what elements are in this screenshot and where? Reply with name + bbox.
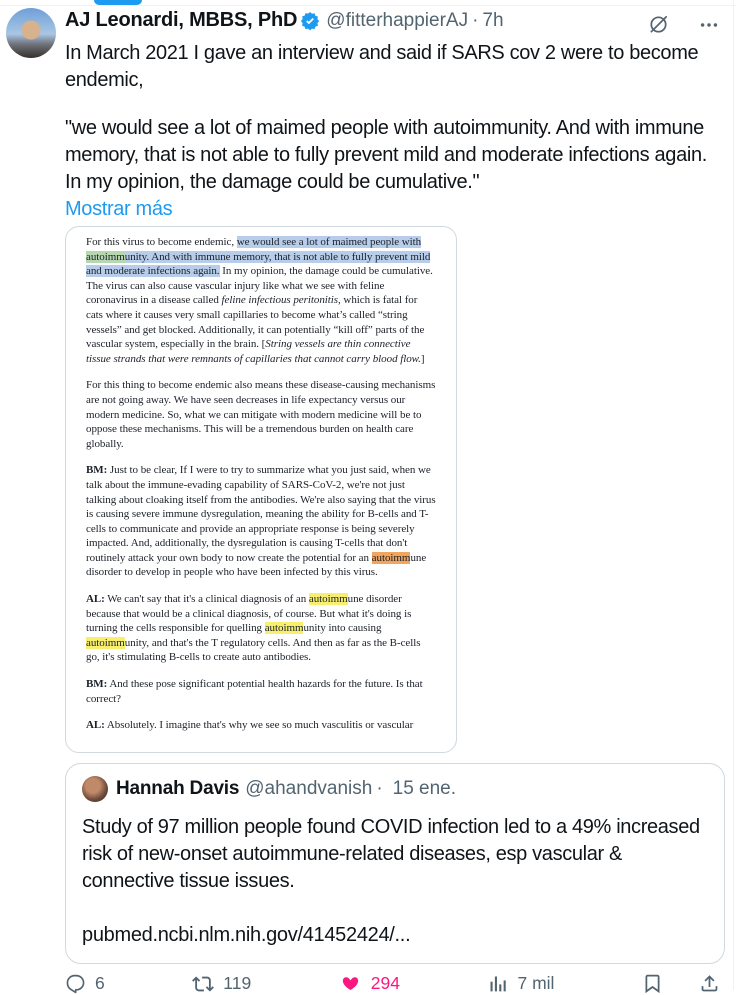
- quoted-tweet-link[interactable]: pubmed.ncbi.nlm.nih.gov/41452424/...: [82, 924, 411, 946]
- tweet-paragraph: "we would see a lot of maimed people with autoimmunity. And with immune memory, that is not able to fully prevent mild and moderate infections again. In my opinion, the damage could be cumulative.": [65, 117, 707, 193]
- quoted-tweet-header: [82, 776, 708, 802]
- like-count: 294: [370, 973, 400, 993]
- share-icon: [699, 973, 720, 994]
- transcript-run: Absolutely. I imagine that's why we see so much vasculitis or vascular: [104, 719, 414, 732]
- reply-button[interactable]: [65, 973, 105, 994]
- transcript-run: une disorder because that would be a clinical diagnosis, of course. But what it's doing is turning the cells responsible for quelling: [86, 593, 412, 635]
- transcript-run: Just to be clear, If I were to try to summarize what you just said, when we talk about the immune-evading capability of SARS-CoV-2, we're not just talking about cloaking itself from the antibodies. We're also saying that the virus is causing severe immune dysregulation, meaning the ability for B-cells and T-cells to communicate and provide an appropriate response is being severely impacted. And, additionally, the dysregulation is causing T-cells that don't routinely attack your own body to now create the potential for an: [86, 464, 436, 564]
- views-icon: [487, 973, 508, 994]
- share-button[interactable]: [699, 973, 720, 994]
- transcript-run: unity, and that's the T regulatory cells. And then as far as the B-cells go, it's stimulating B-cells to create auto antibodies.: [86, 636, 421, 664]
- tweet-timestamp: 7h: [482, 9, 504, 31]
- transcript-run: For this thing to become endemic also means these disease-causing mechanisms are not going away. We have seen decreases in life expectancy versus our modern medicine. So, what we can mitigate with modern medicine will be to oppose these mechanisms. This will be a tremendous burden on health care globally.: [86, 379, 436, 450]
- transcript-run: AL:: [86, 719, 105, 732]
- author-handle[interactable]: @fitterhappierAJ: [326, 9, 469, 31]
- bookmark-button[interactable]: [642, 973, 663, 994]
- transcript-run: autoimm: [86, 250, 125, 263]
- tweet-content-column: [65, 40, 720, 995]
- transcript-run: autoimm: [86, 636, 125, 649]
- tweet-action-bar: [65, 972, 720, 995]
- quoted-header-separator: ·: [376, 778, 383, 799]
- reply-icon: [65, 973, 86, 994]
- quoted-author-name[interactable]: Hannah Davis: [116, 778, 240, 799]
- action-end-group: [642, 973, 720, 994]
- transcript-run: autoimm: [371, 551, 411, 564]
- quoted-author-avatar[interactable]: [82, 776, 108, 802]
- tweet-header-actions: [647, 13, 720, 36]
- transcript-image-attachment[interactable]: [65, 226, 457, 753]
- transcript-run: unity into causing: [303, 622, 382, 635]
- transcript-run: autoimm: [264, 622, 304, 635]
- show-more-link[interactable]: Mostrar más: [65, 198, 173, 220]
- tweet-text: [65, 40, 717, 223]
- transcript-run: We can't say that it's a clinical diagnosis of an: [104, 593, 309, 606]
- transcript-paragraph: [86, 463, 436, 580]
- more-icon[interactable]: [698, 14, 720, 36]
- views-count: 7 mil: [517, 973, 555, 993]
- transcript-paragraph: [86, 592, 436, 665]
- transcript-run: And these pose significant potential health hazards for the future. Is that correct?: [86, 678, 423, 705]
- tweet-paragraph: In March 2021 I gave an interview and said if SARS cov 2 were to become endemic,: [65, 42, 699, 91]
- transcript-run: unity. And with immune memory, that is not able to fully prevent mild and moderate infections again.: [86, 250, 431, 278]
- author-avatar[interactable]: [6, 8, 56, 58]
- bookmark-icon: [642, 973, 663, 994]
- repost-icon: [192, 973, 214, 995]
- transcript-run: which is fatal for cats where it causes very small capillaries to become what’s called “string vessels” and get blocked. Additionally, it can potentially “kill off” parts of the vascular system, especially in the brain. [: [86, 294, 425, 351]
- quoted-tweet-text: Study of 97 million people found COVID infection led to a 49% increased risk of new-onset autoimmune-related diseases, esp vascular & connective tissue issues.: [82, 816, 700, 892]
- like-icon: [339, 972, 362, 995]
- tweet-header: [65, 9, 504, 32]
- author-name[interactable]: AJ Leonardi, MBBS, PhD: [65, 9, 298, 31]
- transcript-run: For this virus to become endemic,: [86, 236, 237, 248]
- repost-button[interactable]: [192, 973, 251, 995]
- verified-badge-icon: [300, 11, 320, 31]
- transcript-run: String vessels are thin connective tissue strands that were remnants of capillaries that cannot carry blood flow.: [86, 338, 421, 365]
- transcript-run: we would see a lot of maimed people with: [236, 236, 422, 248]
- transcript-paragraph: [86, 677, 436, 706]
- transcript-run: feline infectious peritonitis,: [221, 294, 341, 307]
- transcript-run: In my opinion, the damage could be cumulative. The virus can also cause vascular injury like what we see with feline coronavirus in a disease called: [86, 265, 433, 307]
- transcript-run: ]: [420, 352, 425, 365]
- top-divider: [0, 5, 736, 6]
- views-button[interactable]: [487, 973, 554, 994]
- transcript-run: BM:: [86, 678, 108, 691]
- repost-count: 119: [223, 973, 252, 993]
- transcript-run: une disorder to develop in people who have been infected by this virus.: [86, 551, 427, 579]
- quoted-author-handle: @ahandvanish: [245, 778, 373, 799]
- timeline-right-border: [733, 0, 734, 990]
- grok-icon[interactable]: [647, 13, 670, 36]
- quoted-tweet-card[interactable]: [65, 763, 725, 964]
- quoted-tweet-date: 15 ene.: [392, 778, 457, 799]
- header-separator: ·: [472, 9, 479, 31]
- transcript-run: autoimm: [308, 593, 348, 606]
- transcript-paragraph: [86, 378, 436, 451]
- reply-count: 6: [95, 973, 105, 993]
- transcript-run: BM:: [86, 464, 108, 477]
- transcript-paragraph: [86, 235, 436, 366]
- transcript-paragraph: [86, 718, 436, 733]
- transcript-run: AL:: [86, 593, 105, 606]
- like-button[interactable]: [339, 972, 400, 995]
